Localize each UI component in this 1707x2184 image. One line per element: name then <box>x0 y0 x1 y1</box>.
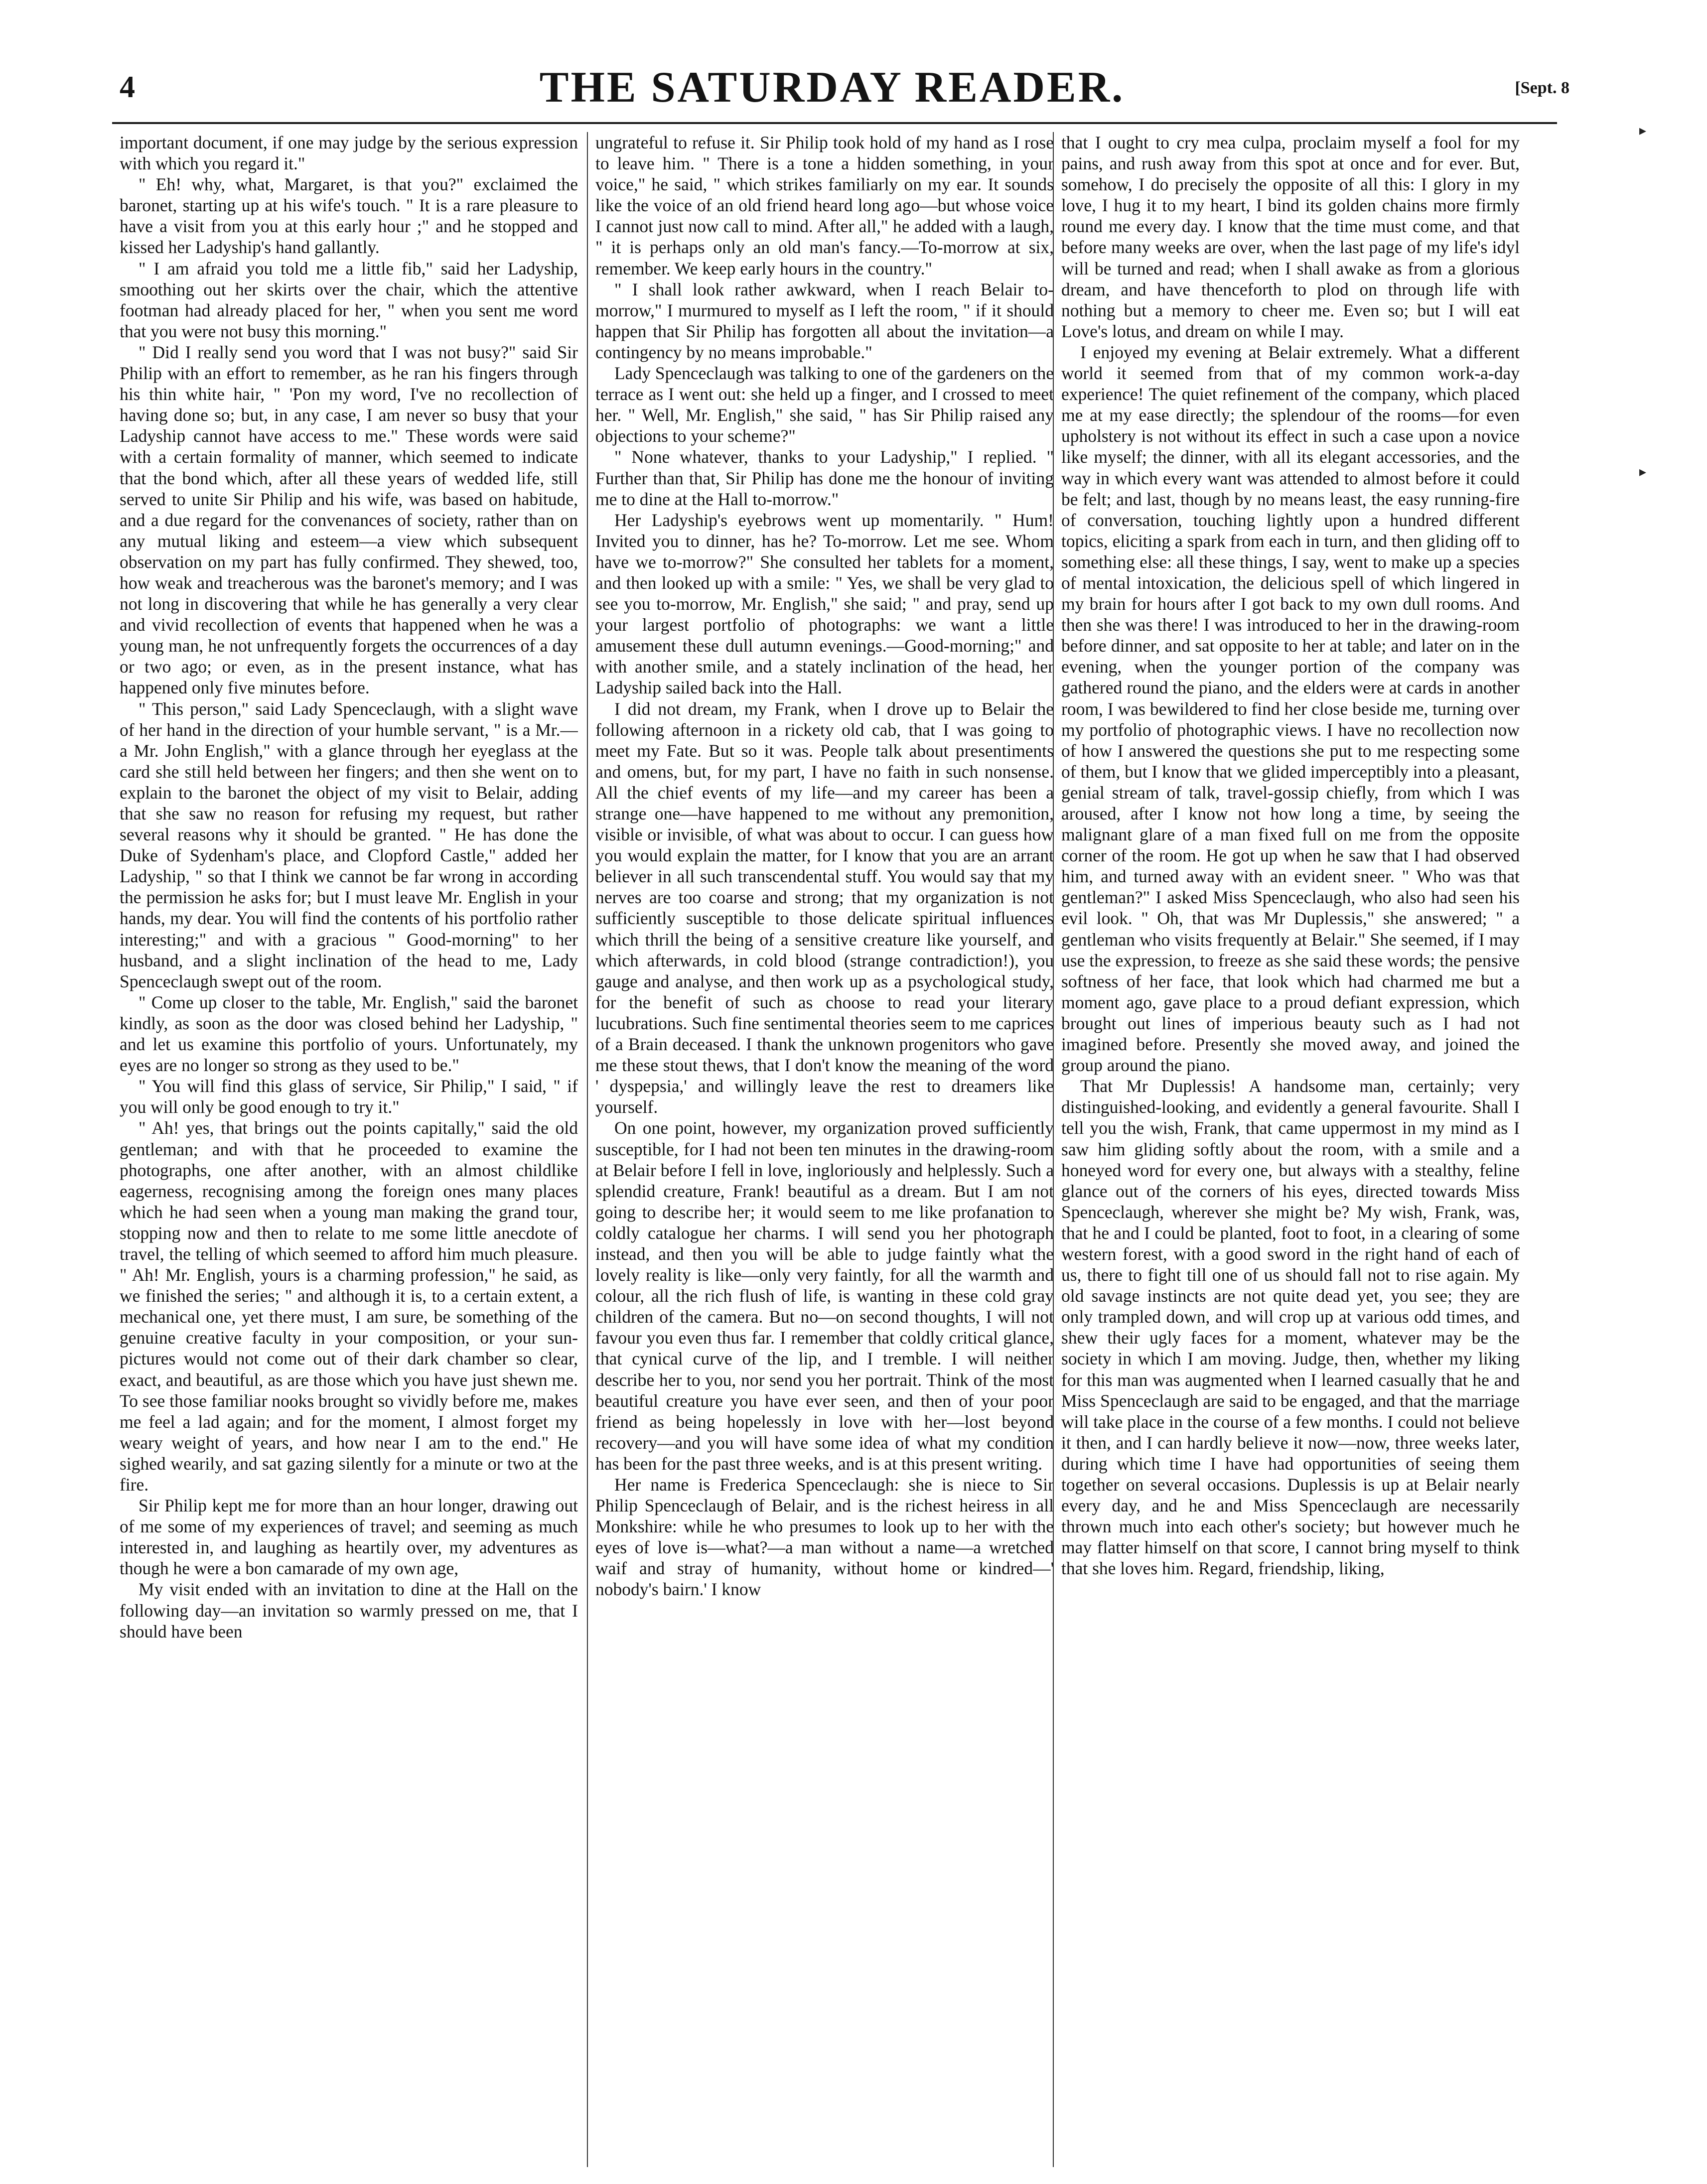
paragraph: That Mr Duplessis! A handsome man, certainly; very distinguished-looking, and evidently a general favourite. Shall I tell you the wish, Frank, that came uppermost in my mind as I saw him gliding softly about the room, with a smile and a honeyed word for every one, but always with a stealthy, feline glance out of the corners of his eyes, directed towards Miss Spenceclaugh, wherever she might be? My wish, Frank, was, that he and I could be planted, foot to foot, in a clearing of some western forest, with a good sword in the right hand of each of us, there to fight till one of us should fall not to rise again. My old savage instincts are not quite dead yet, you see; they are only trampled down, and will crop up at various odd times, and shew their ugly faces for a moment, whatever may be the society in which I am moving. Judge, then, whether my liking for this man was augmented when I learned casually that he and Miss Spenceclaugh are said to be engaged, and that the marriage will take place in the course of a few months. I could not believe it then, and I can hardly believe it now—now, three weeks later, during which time I have had opportunities of seeing them together on several occasions. Duplessis is up at Belair nearly every day, and he and Miss Spenceclaugh are necessarily thrown much into each other's society; but however much he may flatter himself on that score, I cannot bring myself to think that she loves him. Regard, friendship, liking, <box>1061 1076 1520 1579</box>
issue-date: [Sept. 8 <box>1515 79 1569 97</box>
paragraph: Lady Spenceclaugh was talking to one of the gardeners on the terrace as I went out: she held up a finger, and I crossed to meet her. " Well, Mr. English," she said, " has Sir Philip raised any objections to your scheme?" <box>595 363 1054 446</box>
paragraph: Her name is Frederica Spenceclaugh: she is niece to Sir Philip Spenceclaugh of Belair, and is the richest heiress in all Monkshire: while he who presumes to look up to her with the eyes of love is—what?—a man without a name—a wretched waif and stray of humanity, without home or kindred—' nobody's bairn.' I know <box>595 1475 1054 1600</box>
column-divider <box>587 132 588 2167</box>
column-3 <box>1061 132 1520 2167</box>
column-1 <box>120 132 578 2167</box>
margin-speck: ▸ <box>1639 123 1647 138</box>
paragraph: ungrateful to refuse it. Sir Philip took hold of my hand as I rose to leave him. " There is a tone a hidden something, in your voice," he said, " which strikes familiarly on my ear. It sounds like the voice of an old friend heard long ago—but whose voice I cannot just now call to mind. After all," he added with a laugh, " it is perhaps only an old man's fancy.—To-morrow at six, remember. We keep early hours in the country." <box>595 133 1054 278</box>
paragraph: " Ah! yes, that brings out the points capitally," said the old gentleman; and with that he proceeded to examine the photographs, one after another, with an almost childlike eagerness, recognising among the foreign ones many places which he had seen when a young man making the grand tour, stopping now and then to relate to me some little anecdote of travel, the telling of which seemed to afford him much pleasure. " Ah! Mr. English, yours is a charming profession," he said, as we finished the series; " and although it is, to a certain extent, a mechanical one, yet there must, I am sure, be something of the genuine creative faculty in your composition, or your sun-pictures would not come out of their dark chamber so clear, exact, and beautiful, as are those which you have just shewn me. To see those familiar nooks brought so vividly before me, makes me feel a lad again; and for the moment, I almost forget my weary weight of years, and how near I am to the end." He sighed wearily, and sat gazing silently for a minute or two at the fire. <box>120 1118 578 1495</box>
paragraph: important document, if one may judge by the serious expression with which you regard it." <box>120 133 578 174</box>
page-number: 4 <box>120 70 135 104</box>
paragraph: " Did I really send you word that I was not busy?" said Sir Philip with an effort to remember, as he ran his fingers through his thin white hair, " 'Pon my word, I've no recollection of having done so; but, in any case, I am never so busy that your Ladyship cannot have access to me." These words were said with a certain formality of manner, which seemed to indicate that the bond which, after all these years of wedded life, still served to unite Sir Philip and his wife, was based on habitude, and a due regard for the convenances of society, rather than on any mutual liking and esteem—a view which subsequent observation on my part has fully confirmed. They shewed, too, how weak and treacherous was the baronet's memory; and I was not long in discovering that while he has generally a very clear and vivid recollection of events that happened when he was a young man, he not unfrequently forgets the occurrences of a day or two ago; or even, as in the present instance, what has happened only five minutes before. <box>120 342 578 698</box>
paragraph: My visit ended with an invitation to dine at the Hall on the following day—an invitation so warmly pressed on me, that I should have been <box>120 1579 578 1641</box>
paragraph: " Eh! why, what, Margaret, is that you?" exclaimed the baronet, starting up at his wife's touch. " It is a rare pleasure to have a visit from you at this early hour ;" and he stopped and kissed her Ladyship's hand gallantly. <box>120 174 578 258</box>
publication-title: THE SATURDAY READER. <box>539 63 1125 112</box>
paragraph: On one point, however, my organization proved sufficiently susceptible, for I had not been ten minutes in the drawing-room at Belair before I fell in love, ingloriously and helplessly. Such a splendid creature, Frank! beautiful as a dream. But I am not going to describe her; it would seem to me like profanation to coldly catalogue her charms. I will send you her photograph instead, and then you will be able to judge faintly what the lovely reality is like—only very faintly, for all the warmth and colour, all the rich flush of life, is wanting in these cold gray children of the camera. But no—on second thoughts, I will not favour you even thus far. I remember that coldly critical glance, that cynical curve of the lip, and I tremble. I will neither describe her to you, nor send you her portrait. Think of the most beautiful creature you have ever seen, and then of your poor friend as being hopelessly in love with her—lost beyond recovery—and you will have some idea of what my condition has been for the past three weeks, and is at this present writing. <box>595 1118 1054 1474</box>
paragraph: that I ought to cry mea culpa, proclaim myself a fool for my pains, and rush away from this spot at once and for ever. But, somehow, I do precisely the opposite of all this: I glory in my love, I hug it to my heart, I bind its golden chains more firmly round me every day. I know that the time must come, and that before many weeks are over, when the last page of my life's idyl will be turned and read; when I shall awake as from a glorious dream, and have thenceforth to plod on through life with nothing but a memory to cheer me. Even so; but I will eat Love's lotus, and dream on while I may. <box>1061 133 1520 341</box>
paragraph: I did not dream, my Frank, when I drove up to Belair the following afternoon in a rickety old cab, that I was going to meet my Fate. But so it was. People talk about presentiments and omens, but, for my part, I have no faith in such nonsense. All the chief events of my life—and my career has been a strange one—have happened to me without any premonition, visible or invisible, of what was about to occur. I can guess how you would explain the matter, for I know that you are an arrant believer in all such transcendental stuff. You would say that my nerves are too coarse and strong; that my organization is not sufficiently susceptible to those delicate spiritual influences which thrill the being of a sensitive creature like yourself, and which afterwards, in cold blood (strange contradiction!), you gauge and analyse, and then work up as a psychological study, for the benefit of such as choose to read your literary lucubrations. Such fine sentimental theories seem to me caprices of a Brain deceased. I thank the unknown progenitors who gave me these stout thews, that I don't know the meaning of the word ' dyspepsia,' and willingly leave the rest to dreamers like yourself. <box>595 698 1054 1117</box>
paragraph: " I am afraid you told me a little fib," said her Ladyship, smoothing out her skirts over the chair, which the attentive footman had already placed for her, " when you sent me word that you were not busy this morning." <box>120 258 578 341</box>
header-rule <box>112 122 1557 124</box>
paragraph: " This person," said Lady Spenceclaugh, with a slight wave of her hand in the direction of your humble servant, " is a Mr.—a Mr. John English," with a glance through her eyeglass at the card she still held between her fingers; and then she went on to explain to the baronet the object of my visit to Belair, adding that she saw no reason for refusing my request, but rather several reasons why it should be granted. " He has done the Duke of Sydenham's place, and Clopford Castle," added her Ladyship, " so that I think we cannot be far wrong in according the permission he asks for; but I must leave Mr. English in your hands, my dear. You will find the contents of his portfolio rather interesting;" and with a gracious " Good-morning" to her husband, and a slight inclination of the head to me, Lady Spenceclaugh swept out of the room. <box>120 698 578 991</box>
paragraph: I enjoyed my evening at Belair extremely. What a different world it seemed from that of my common work-a-day experience! The quiet refinement of the company, which placed me at my ease directly; the splendour of the rooms—for even upholstery is not without its effect in such a case upon a novice like myself; the dinner, with all its elegant accessories, and the way in which every want was attended to almost before it could be felt; and last, though by no means least, the easy running-fire of conversation, touching lightly upon a hundred different topics, eliciting a spark from each in turn, and then gliding off to something else: all these things, I say, went to make up a species of mental intoxication, the delicious spell of which lingered in my brain for hours after I got back to my own dull rooms. And then she was there! I was introduced to her in the drawing-room before dinner, and sat opposite to her at table; and later on in the evening, when the younger portion of the company was gathered round the piano, and the elders were at cards in another room, I was bewildered to find her close beside me, turning over my portfolio of photographic views. I have no recollection now of how I answered the questions she put to me respecting some of them, but I know that we glided imperceptibly into a pleasant, genial stream of talk, travel-gossip chiefly, from which I was aroused, after I know not how long a time, by seeing the malignant glare of a man fixed full on me from the opposite corner of the room. He got up when he saw that I had observed him, and turned away with an evident sneer. " Who was that gentleman?" I asked Miss Spenceclaugh, who also had seen his evil look. " Oh, that was Mr Duplessis," she answered; " a gentleman who visits frequently at Belair." She seemed, if I may use the expression, to freeze as she said these words; the pensive softness of her face, that look which had charmed me but a moment ago, gave place to a proud defiant expression, which brought out lines of imperious beauty such as I had not imagined before. Presently she moved away, and joined the group around the piano. <box>1061 342 1520 1076</box>
column-2 <box>595 132 1054 2167</box>
column-divider <box>1053 132 1054 2167</box>
paragraph: Her Ladyship's eyebrows went up momentarily. " Hum! Invited you to dinner, has he? To-morrow. Let me see. Whom have we to-morrow?" She consulted her tablets for a moment, and then looked up with a smile: " Yes, we shall be very glad to see you to-morrow, Mr. English," she said; " and pray, send up your largest portfolio of photographs: we want a little amusement these dull autumn evenings.—Good-morning;" and with another smile, and a stately inclination of the head, her Ladyship sailed back into the Hall. <box>595 510 1054 698</box>
paragraph: " None whatever, thanks to your Ladyship," I replied. " Further than that, Sir Philip has done me the honour of inviting me to dine at the Hall to-morrow." <box>595 447 1054 509</box>
paragraph: " I shall look rather awkward, when I reach Belair to-morrow," I murmured to myself as I left the room, " if it should happen that Sir Philip has forgotten all about the invitation—a contingency by no means improbable." <box>595 279 1054 362</box>
paragraph: " You will find this glass of service, Sir Philip," I said, " if you will only be good enough to try it." <box>120 1076 578 1117</box>
paragraph: " Come up closer to the table, Mr. English," said the baronet kindly, as soon as the door was closed behind her Ladyship, " and let us examine this portfolio of yours. Unfortunately, my eyes are no longer so strong as they used to be." <box>120 992 578 1076</box>
margin-arrow-icon: ▸ <box>1639 464 1647 480</box>
paragraph: Sir Philip kept me for more than an hour longer, drawing out of me some of my experiences of travel; and seeming as much interested in, and laughing as heartily over, my adventures as though he were a bon camarade of my own age, <box>120 1496 578 1579</box>
